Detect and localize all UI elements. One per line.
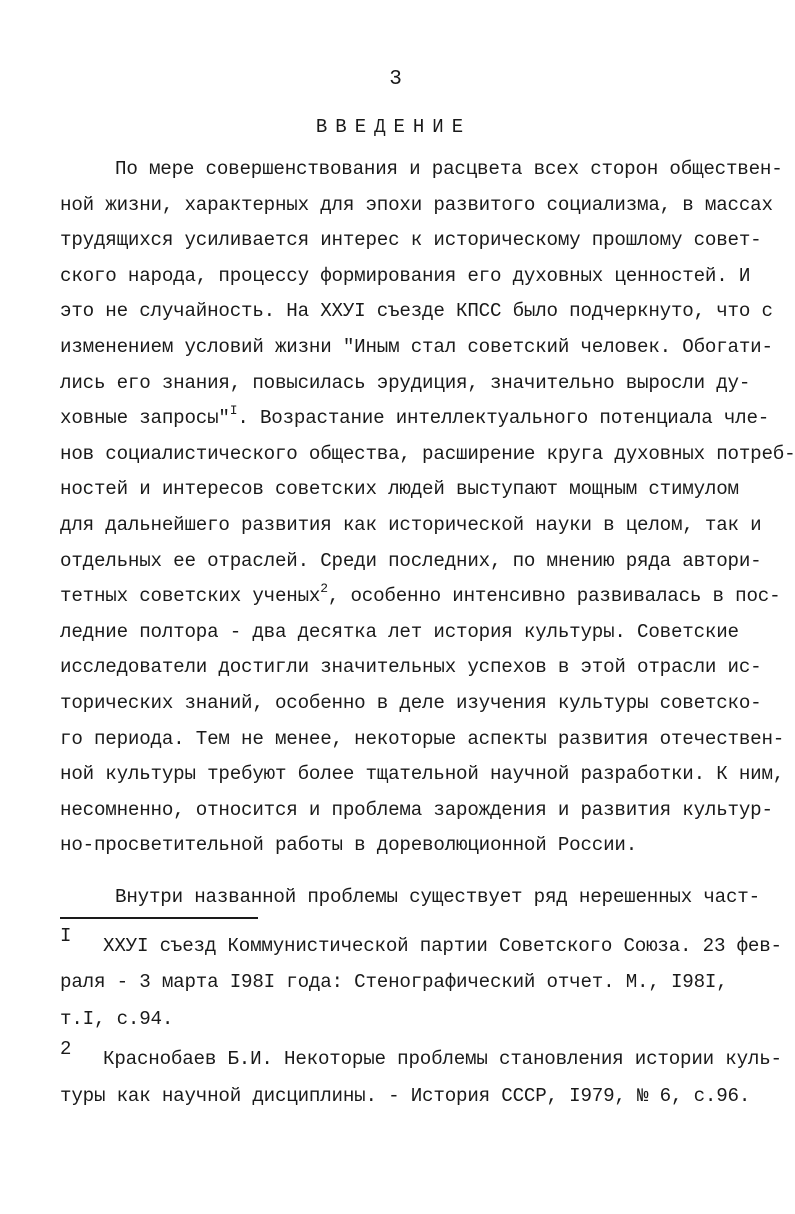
text-line: но-просветительной работы в дореволюционной России. bbox=[60, 834, 638, 857]
footnote-text: ХХУI съезд Коммунистической партии Советского Союза. 23 фев- bbox=[103, 935, 782, 957]
footnote-line: т.I, с.94. bbox=[60, 1007, 174, 1030]
footnote-line bbox=[60, 925, 782, 964]
text-line: отдельных ее отраслей. Среди последних, по мнению ряда автори- bbox=[60, 549, 762, 572]
text-line: Внутри названной проблемы существует ряд нерешенных част- bbox=[115, 885, 760, 908]
text-line: ной культуры требуют более тщательной научной разработки. К ним, bbox=[60, 763, 785, 786]
text-line: исследователи достигли значительных успехов в этой отрасли ис- bbox=[60, 656, 762, 679]
footnote-divider bbox=[60, 917, 258, 919]
footnotes bbox=[60, 925, 782, 1114]
text-line bbox=[60, 579, 780, 615]
page-number: 3 bbox=[389, 68, 402, 91]
text-line: ной жизни, характерных для эпохи развитого социализма, в массах bbox=[60, 193, 773, 216]
text-line: торических знаний, особенно в деле изучения культуры советско- bbox=[60, 691, 762, 714]
text-segment: ховные запросы" bbox=[60, 407, 230, 430]
footnote-line: туры как научной дисциплины. - История СССР, I979, № 6, с.96. bbox=[60, 1084, 751, 1107]
text-line: нов социалистического общества, расширение круга духовных потреб- bbox=[60, 442, 795, 465]
text-line: несомненно, относится и проблема зарождения и развития культур- bbox=[60, 798, 773, 821]
footnote-mark: 2 bbox=[60, 1038, 72, 1061]
footnote-text: Краснобаев Б.И. Некоторые проблемы становления истории куль- bbox=[103, 1048, 782, 1071]
text-line: это не случайность. На ХХУI съезде КПСС было подчеркнуто, что с bbox=[60, 300, 773, 323]
text-line: го периода. Тем не менее, некоторые аспекты развития отечествен- bbox=[60, 727, 785, 750]
footnote-line bbox=[60, 1038, 782, 1077]
text-line: ледние полтора - два десятка лет история культуры. Советские bbox=[60, 620, 739, 643]
text-line: для дальнейшего развития как исторической науки в целом, так и bbox=[60, 513, 762, 536]
text-line: трудящихся усиливается интерес к историческому прошлому совет- bbox=[60, 229, 762, 252]
text-line bbox=[60, 401, 780, 437]
text-line: лись его знания, повысилась эрудиция, значительно выросли ду- bbox=[60, 371, 751, 394]
body-text bbox=[60, 152, 795, 915]
section-heading: ВВЕДЕНИЕ bbox=[315, 116, 472, 138]
footnote-line: раля - 3 марта I98I года: Стенографический отчет. М., I98I, bbox=[60, 971, 728, 994]
footnote-ref-2: 2 bbox=[320, 581, 328, 597]
text-segment: тетных советских ученых bbox=[60, 585, 321, 608]
text-line: ностей и интересов советских людей выступают мощным стимулом bbox=[60, 478, 739, 501]
footnote-ref-1: I bbox=[229, 403, 238, 419]
text-segment: , особенно интенсивно развивалась в пос- bbox=[327, 585, 781, 608]
footnote-mark: I bbox=[60, 925, 72, 947]
text-line: По мере совершенствования и расцвета всех сторон обществен- bbox=[115, 158, 783, 180]
text-line: ского народа, процессу формирования его духовных ценностей. И bbox=[60, 264, 751, 287]
text-segment: . Возрастание интеллектуального потенциала чле- bbox=[237, 407, 770, 430]
text-line: изменением условий жизни "Иным стал советский человек. Обогати- bbox=[60, 335, 773, 358]
